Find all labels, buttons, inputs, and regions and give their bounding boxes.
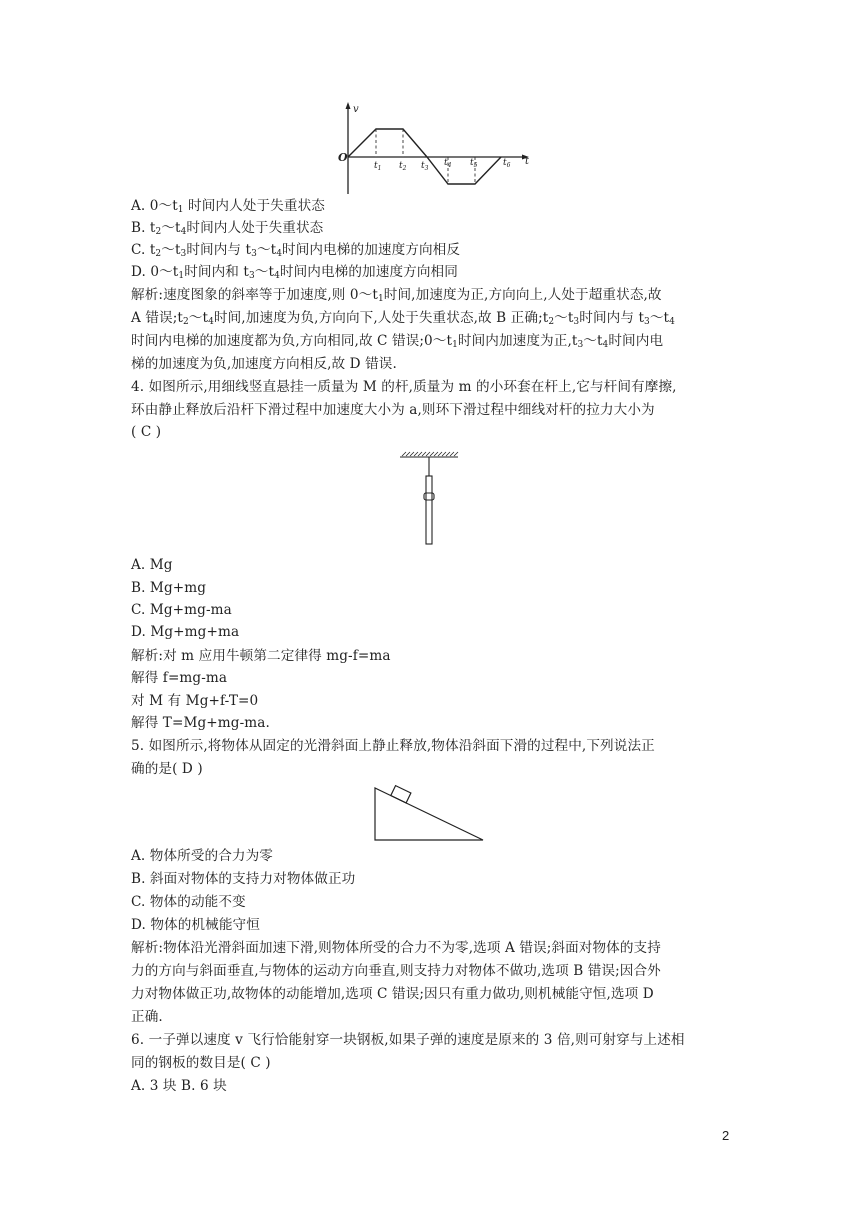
q4-stem-line-2: 环由静止释放后沿杆下滑过程中加速度大小为 a,则环下滑过程中细线对杆的拉力大小为 [131, 402, 655, 418]
q5-option-c: C. 物体的动能不变 [131, 894, 246, 910]
tick-t4: $t_4$ [444, 158, 452, 169]
q6-stem-line-2: 同的钢板的数目是( C ) [131, 1055, 271, 1071]
q4-stem-line-1: 4. 如图所示,用细线竖直悬挂一质量为 M 的杆,质量为 m 的小环套在杆上,它与杆间有摩擦, [131, 379, 677, 395]
q3-option-a: A. $0\sim t_1$ 时间内人处于失重状态 [131, 198, 325, 215]
page-number: 2 [722, 1128, 730, 1143]
q3-option-d: D. $0\sim t_1$时间内和 $t_3\sim t_4$时间内电梯的加速度方向相同 [131, 264, 458, 281]
rod [426, 476, 432, 544]
v-axis-arrow [346, 102, 351, 109]
q4-explanation-line-4: 解得 T=Mg+mg-ma. [131, 715, 270, 731]
q5-option-a: A. 物体所受的合力为零 [131, 848, 274, 864]
tick-t5: $t_5$ [470, 158, 478, 169]
q3-explanation-line-2: A 错误$;t_2\sim t_4$时间,加速度为负,方向向下,人处于失重状态,故 B 正确$;t_2\sim t_3$时间内与 $t_3\sim t_4$ [131, 310, 675, 327]
q4-answer: ( C ) [131, 424, 162, 440]
incline-figure [370, 784, 490, 844]
tick-t6: $t_6$ [503, 158, 511, 169]
q4-explanation-line-3: 对 M 有 Mg+f-T=0 [131, 693, 259, 709]
q6-options: A. 3 块 B. 6 块 [131, 1078, 227, 1094]
vt-graph-figure [335, 100, 535, 196]
q4-option-d: D. Mg+mg+ma [131, 624, 240, 640]
q3-explanation-line-4: 梯的加速度为负,加速度方向相反,故 D 错误. [131, 356, 397, 372]
q5-explanation-line-2: 力的方向与斜面垂直,与物体的运动方向垂直,则支持力对物体不做功,选项 B 错误;因合外 [131, 963, 661, 979]
q3-option-c: C. $t_2\sim t_3$时间内与 $t_3\sim t_4$时间内电梯的加速度方向相反 [131, 242, 461, 259]
q5-explanation-line-1: 解析:物体沿光滑斜面加速下滑,则物体所受的合力不为零,选项 A 错误;斜面对物体的支持 [131, 940, 661, 956]
hanging-rod-figure [395, 450, 465, 550]
tick-t1: $t_1$ [374, 161, 382, 172]
tick-t2: $t_2$ [399, 161, 407, 172]
q5-explanation-line-3: 力对物体做正功,故物体的动能增加,选项 C 错误;因只有重力做功,则机械能守恒,选项 D [131, 986, 654, 1002]
tick-t3: $t_3$ [421, 161, 429, 172]
q5-explanation-line-4: 正确. [131, 1009, 163, 1025]
ceiling-hatch [402, 452, 458, 456]
t-axis-label: t [525, 156, 530, 167]
q4-explanation-line-1: 解析:对 m 应用牛顿第二定律得 mg-f=ma [131, 648, 391, 664]
origin-label: O [338, 151, 348, 164]
q3-explanation-line-1: 解析:速度图象的斜率等于加速度,则 $0\sim t_1$时间,加速度为正,方向向上,人处于超重状态,故 [131, 287, 662, 304]
q3-option-b: B. $t_2\sim t_4$时间内人处于失重状态 [131, 220, 324, 237]
q6-stem-line-1: 6. 一子弹以速度 v 飞行恰能射穿一块钢板,如果子弹的速度是原来的 3 倍,则可射穿与上述相 [131, 1032, 685, 1048]
q4-option-c: C. Mg+mg-ma [131, 602, 232, 618]
q5-stem-line-2: 确的是( D ) [131, 761, 203, 777]
q5-option-b: B. 斜面对物体的支持力对物体做正功 [131, 871, 356, 887]
q4-explanation-line-2: 解得 f=mg-ma [131, 670, 228, 686]
q3-explanation-line-3: 时间内电梯的加速度都为负,方向相同,故 C 错误$;0\sim t_1$时间内加速度为正$,t_3\sim t_4$时间内电 [131, 333, 664, 350]
q5-option-d: D. 物体的机械能守恒 [131, 917, 260, 933]
q5-stem-line-1: 5. 如图所示,将物体从固定的光滑斜面上静止释放,物体沿斜面下滑的过程中,下列说法正 [131, 738, 655, 754]
v-axis-label: v [353, 104, 359, 115]
q4-option-b: B. Mg+mg [131, 580, 207, 596]
q4-option-a: A. Mg [131, 557, 173, 573]
block [391, 786, 411, 803]
